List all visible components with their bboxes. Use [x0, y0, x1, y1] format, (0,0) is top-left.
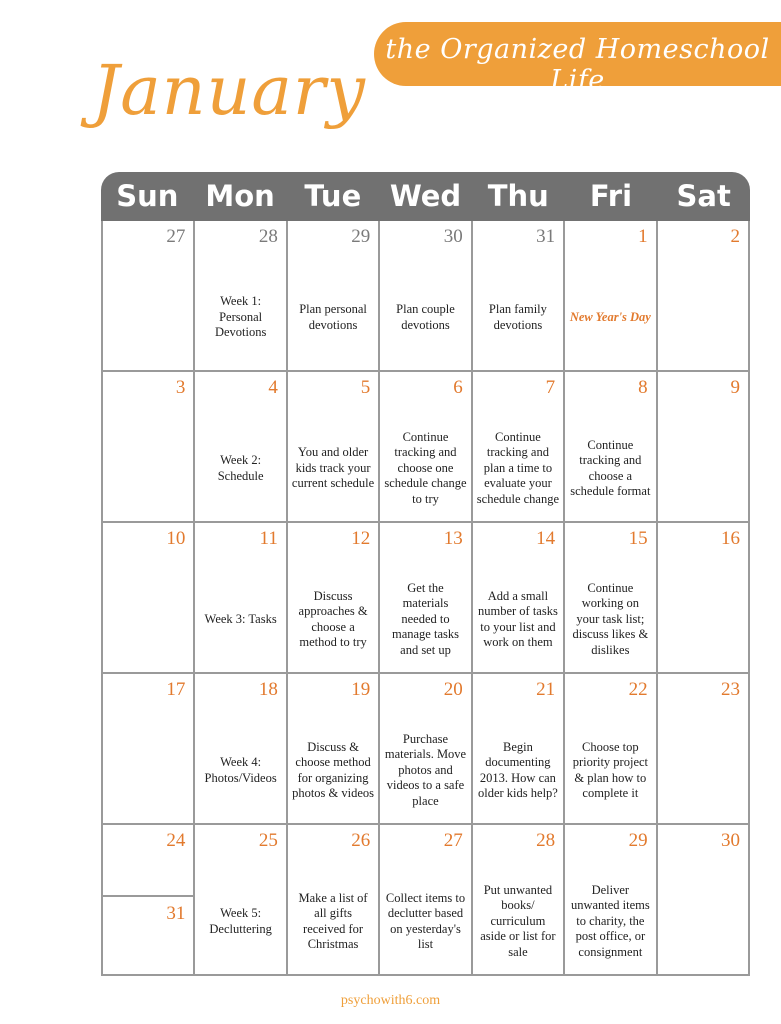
- calendar-cell: [288, 825, 380, 976]
- day-number: 30: [443, 226, 463, 247]
- weekday-thu: Thu: [487, 179, 549, 213]
- day-number: 21: [536, 679, 556, 700]
- calendar-cell: [473, 825, 565, 976]
- calendar-cell: [103, 674, 195, 825]
- day-number: 31: [536, 226, 556, 247]
- task-note: Get the materials needed to manage tasks and set up: [391, 580, 459, 657]
- calendar-cell: [380, 825, 472, 976]
- calendar-cell: [565, 825, 657, 976]
- day-number: 27: [443, 830, 463, 851]
- day-number: 14: [536, 528, 556, 549]
- task-note: Plan family devotions: [488, 302, 547, 332]
- day-number: 12: [351, 528, 371, 549]
- task-note: Collect items to declutter based on yesterday's list: [385, 890, 466, 951]
- footer-site: psychowith6.com: [340, 993, 441, 1008]
- day-number: 15: [628, 528, 648, 549]
- day-number: 27: [166, 226, 186, 247]
- calendar-cell: [288, 523, 380, 674]
- calendar-cell: [473, 372, 565, 523]
- calendar-cell: [380, 674, 472, 825]
- calendar-cell: [658, 674, 750, 825]
- calendar-cell: [103, 372, 195, 523]
- day-number: 29: [628, 830, 648, 851]
- task-note: Continue working on your task list; discuss likes & dislikes: [572, 580, 649, 657]
- brand-title: the Organized Homeschool Life: [385, 34, 770, 96]
- weekday-tue: Tue: [304, 179, 362, 213]
- calendar-cell: [658, 372, 750, 523]
- calendar-cell: [380, 523, 472, 674]
- task-note: Week 2: Schedule: [217, 453, 264, 483]
- calendar-cell: [565, 523, 657, 674]
- weekday-sun: Sun: [116, 179, 179, 213]
- day-number: 31: [166, 903, 186, 924]
- task-note: You and older kids track your current schedule: [291, 445, 375, 491]
- day-number: 8: [638, 377, 648, 398]
- task-note: Choose top priority project & plan how to complete it: [572, 739, 649, 800]
- day-number: 6: [453, 377, 463, 398]
- day-number: 24: [166, 830, 186, 851]
- task-note: Plan personal devotions: [299, 302, 367, 332]
- task-note: Week 5: Decluttering: [209, 906, 272, 936]
- day-number: 3: [175, 377, 186, 398]
- day-number: 13: [443, 528, 463, 549]
- day-number: 5: [360, 377, 371, 398]
- task-note: Week 4: Photos/Videos: [204, 755, 277, 785]
- day-number: 9: [730, 377, 740, 398]
- day-number: 23: [721, 679, 740, 700]
- calendar-cell: [473, 523, 565, 674]
- holiday-note: New Year's Day: [569, 309, 651, 324]
- task-note: Deliver unwanted items to charity, the post office, or consignment: [570, 882, 650, 959]
- task-note: Continue tracking and choose one schedule change to try: [384, 429, 467, 506]
- task-note: Plan couple devotions: [396, 302, 455, 332]
- brand-banner: [374, 22, 781, 96]
- calendar-cell: [195, 221, 287, 372]
- day-number: 28: [536, 830, 556, 851]
- calendar-cell: [380, 221, 472, 372]
- task-note: Put unwanted books/ curriculum aside or list for sale: [480, 882, 556, 959]
- weekday-fri: Fri: [589, 179, 633, 213]
- task-note: Add a small number of tasks to your list and work on them: [477, 588, 558, 649]
- task-note: Continue tracking and plan a time to evaluate your schedule change: [476, 429, 560, 506]
- calendar-cell: [473, 674, 565, 825]
- day-number: 2: [730, 226, 740, 247]
- task-note: Discuss approaches & choose a method to try: [298, 588, 368, 649]
- calendar-cell: [103, 523, 195, 674]
- day-number: 22: [628, 679, 648, 700]
- weekday-header: [101, 172, 750, 221]
- day-number: 17: [166, 679, 186, 700]
- task-note: Purchase materials. Move photos and videos to a safe place: [384, 731, 467, 808]
- calendar-cell: [565, 372, 657, 523]
- day-number: 16: [721, 528, 740, 549]
- calendar-cell: [195, 825, 287, 976]
- calendar-cell: [288, 674, 380, 825]
- task-note: Continue tracking and choose a schedule format: [570, 437, 651, 498]
- task-note: Make a list of all gifts received for Christmas: [298, 890, 368, 951]
- weekday-mon: Mon: [205, 179, 275, 213]
- weekday-wed: Wed: [389, 179, 462, 213]
- calendar-cell: [195, 372, 287, 523]
- calendar-cell: [658, 523, 750, 674]
- task-note: Discuss & choose method for organizing photos & videos: [292, 739, 375, 800]
- day-number: 18: [258, 679, 278, 700]
- day-number: 25: [258, 830, 278, 851]
- day-number: 29: [351, 226, 371, 247]
- day-number: 10: [166, 528, 186, 549]
- calendar-cell: [380, 372, 472, 523]
- day-number: 1: [638, 226, 648, 247]
- calendar-cell: [658, 825, 750, 976]
- calendar-cell: [658, 221, 750, 372]
- day-number: 26: [351, 830, 371, 851]
- calendar-cell: [288, 372, 380, 523]
- month-title: January: [92, 52, 366, 131]
- task-note: Week 1: Personal Devotions: [214, 294, 267, 340]
- weekday-sat: Sat: [676, 179, 731, 213]
- day-number: 11: [259, 528, 278, 549]
- day-number: 20: [443, 679, 463, 700]
- day-number: 28: [258, 226, 278, 247]
- calendar: [101, 172, 750, 976]
- calendar-cell: [195, 674, 287, 825]
- calendar-cell: [288, 221, 380, 372]
- day-number: 19: [351, 679, 371, 700]
- calendar-cell: [565, 221, 657, 372]
- task-note: Begin documenting 2013. How can older kids help?: [478, 739, 558, 800]
- day-number: 4: [268, 377, 278, 398]
- day-number: 7: [545, 377, 556, 398]
- calendar-cell: [103, 221, 195, 372]
- day-number: 30: [721, 830, 740, 851]
- calendar-cell: [565, 674, 657, 825]
- calendar-grid: [101, 221, 750, 976]
- calendar-cell: [103, 825, 195, 976]
- calendar-cell: [473, 221, 565, 372]
- task-note: Week 3: Tasks: [204, 611, 277, 626]
- calendar-cell: [195, 523, 287, 674]
